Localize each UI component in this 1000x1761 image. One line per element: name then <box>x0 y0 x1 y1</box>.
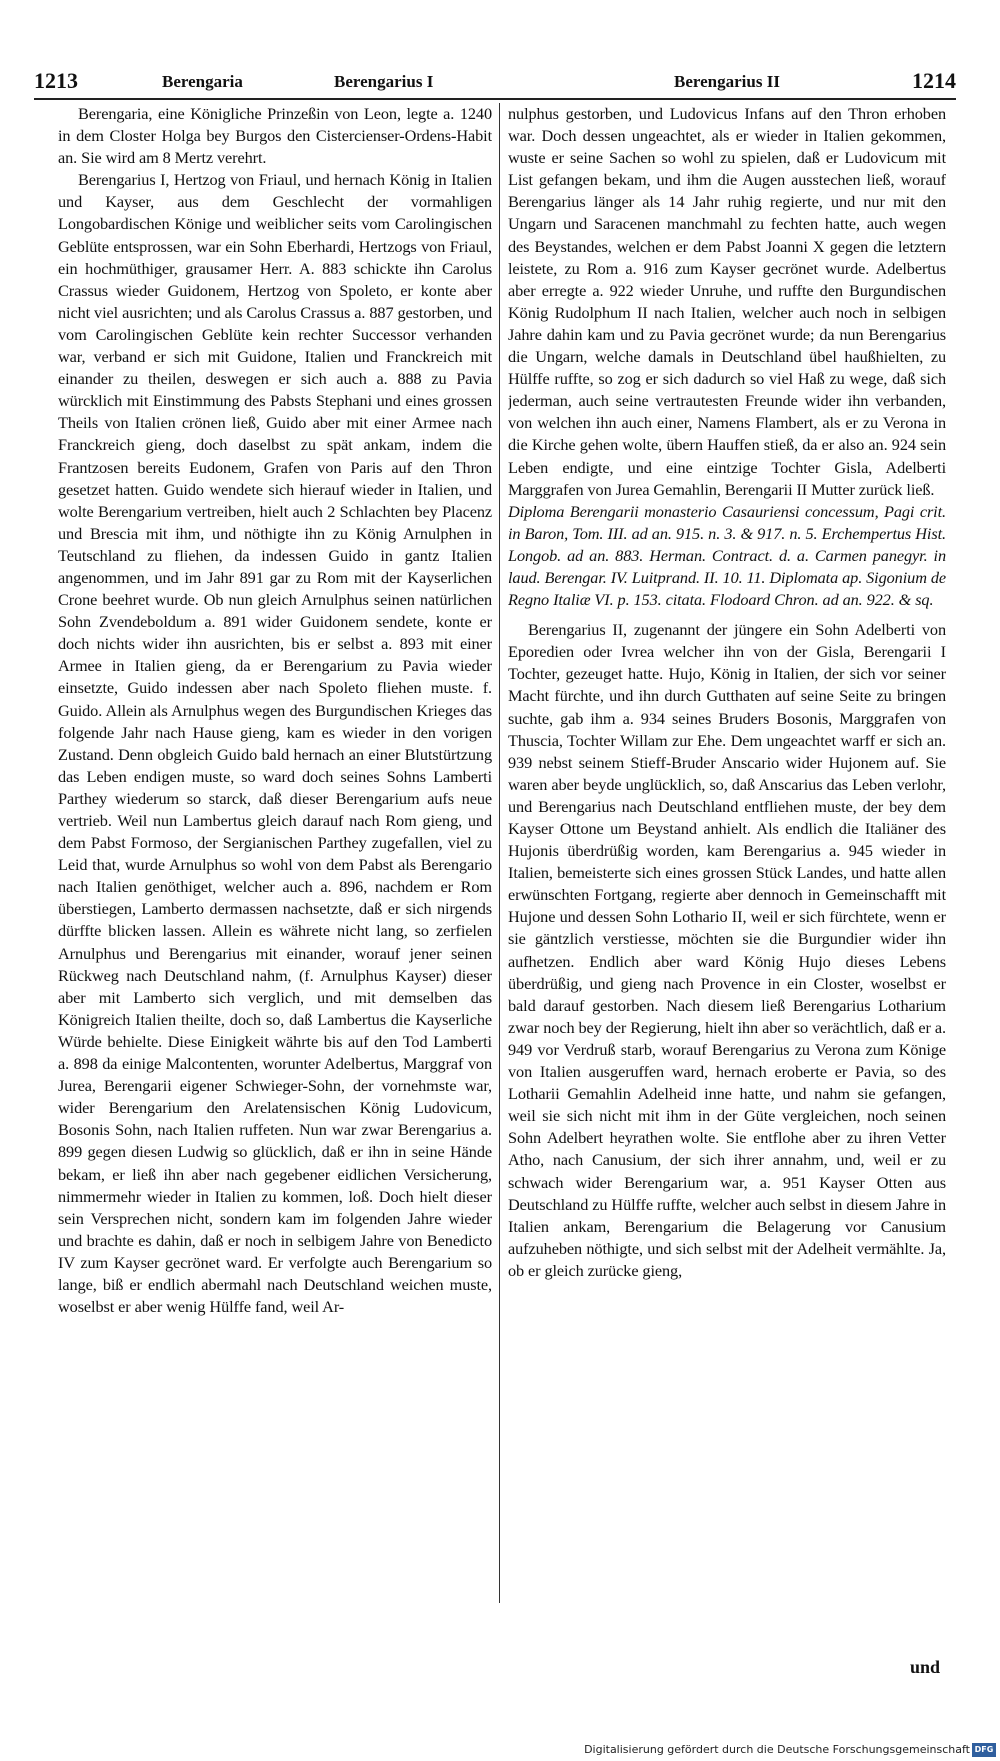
header-rule <box>34 98 956 100</box>
entry-berengarius-i-continued: nulphus gestorben, und Ludovicus Infans auf den Thron erhoben war. Doch dessen ungeachtet, als er wieder in Italien gekommen, wuste er seine Sachen so wohl zu spielen, daß er Ludovicum mit List gefangen bekam, und ihm die Augen ausstechen ließ, worauf Berengarius länger als 14 Jahr ruhig regierte, und nur mit den Ungarn und Saracenen manchmahl zu fechten hatte, auch wegen des Beystandes, welchen er dem Pabst Joanni X gegen die letztern leistete, zu Rom a. 916 zum Kayser gecrönet wurde. Adelbertus aber erregte a. 922 wieder Unruhe, und ruffte den Burgundischen König Rudolphum II nach Italien, welcher auch noch in selbigen Jahre dahin kam und zu Pavia gecrönet wurde; da nun Berengarius die Ungarn, welche damals in Deutschland übel haußhielten, zu Hülffe ruffte, so zog er sich dadurch so viel Haß zu wege, daß sich jederman, auch seine vertrautesten Freunde wider ihn verbanden, von welchen ihn auch einer, Namens Flambert, als er zu Verona in die Kirche gehen wolte, übern Hauffen stieß, da er also an. 924 sein Leben endigte, und eine eintzige Tochter Gisla, Adelberti Marggrafen von Jurea Gemahlin, Berengarii II Mutter zurück ließ. <box>508 104 946 499</box>
page-header <box>34 68 956 98</box>
left-page-number: 1213 <box>34 68 78 93</box>
dfg-logo-icon: DFG <box>972 1743 996 1757</box>
left-running-title-2: Berengarius I <box>334 72 434 91</box>
references: Diploma Berengarii monasterio Casauriensi concessum, Pagi crit. in Baron, Tom. III. ad an. 915. n. 3. & 917. n. 5. Erchempertus Hist. Longob. ad an. 883. Herman. Contract. d. a. Carmen panegyr. in laud. Berengar. IV. Luitprand. II. 10. 11. Diplomata ap. Sigonium de Regno Italiæ VI. p. 153. citata. Flodoard Chron. ad an. 922. & sq. <box>508 501 946 610</box>
catchword: und <box>909 1657 940 1677</box>
entry-berengarius-i: Berengarius I, Hertzog von Friaul, und hernach König in Italien und Kayser, aus dem Geschlecht der vormahligen Longobardischen Könige und weiblicher seits vom Carolingischen Geblüte entsprossen, war ein Sohn Eberhardi, Hertzogs von Friaul, ein hochmüthiger, grausamer Herr. A. 883 schickte ihn Carolus Crassus wieder Guidonem, Hertzog von Spoleto, er konte aber nicht viel ausrichten; und als Carolus Crassus a. 887 gestorben, und vom Carolingischen Geblüte kein rechter Successor verhanden war, verband er sich mit Guidone, Italien und Franckreich mit einander zu theilen, deswegen er sich auch a. 888 zu Pavia würcklich mit Einstimmung des Pabsts Stephani und eines grossen Theils von Italien crönen ließ, Guido aber mit einer Armee nach Franckreich gieng, doch daselbst zu spät ankam, indem die Frantzosen bereits Eudonem, Grafen von Paris auf den Thron gesetzet hatten. Guido wendete sich hierauf wieder in Italien, und wolte Berengarium vertreiben, hielt auch 2 Schlachten bey Placenz und Brescia mit ihm, und nöthigte ihn zu König Arnulphen in Teutschland zu fliehen, da indessen Guido in gantz Italien angenommen, und im Jahr 891 gar zu Rom mit der Kayserlichen Crone beehret wurde. Ob nun gleich Arnulphus seinen natürlichen Sohn Zvendeboldum a. 891 wider Guidonem sendete, konte er doch nichts wider ihn ausrichten, bis er selbst a. 893 mit einer Armee in Italien gieng, da er Berengarium zu Pavia wieder einsetzte, Guido indessen aber nach Spoleto fliehen muste. f. Guido. Allein als Arnulphus wegen des Burgundischen Krieges das folgende Jahr nach Hause gieng, kam es wieder in den vorigen Zustand. Denn obgleich Guido bald hernach an einer Blutstürtzung das Leben endigen muste, so ward doch seines Sohns Lamberti Parthey wiederum so starck, daß dieser Berengarium aufs neue vertrieb. Weil nun Lambertus gleich darauf nach Rom gieng, und dem Pabst Formoso, der Sergianischen Parthey zugefallen, viel zu Leid that, wurde Arnulphus so wohl von dem Pabst als Berengario nach Italien genöthiget, welcher auch a. 896, nachdem er Rom überstiegen, Lamberto dermassen nachsetzte, daß er sich nirgends dürffte blicken lassen. Allein es währete nicht lang, so zerfielen Arnulphus und Berengarius mit einander, worauf jener seinen Rückweg nach Deutschland nahm, (f. Arnulphus Kayser) dieser aber mit Lamberto sich verglich, und mit demselben das Königreich Italien theilte, doch so, daß Lambertus die Kayserliche Würde behielte. Diese Einigkeit währte bis auf den Tod Lamberti a. 898 da einige Malcontenten, worunter Adelbertus, Marggraf von Jurea, Berengarii eigener Schwieger-Sohn, der vornehmste war, wider Berengarium den Arelatensischen König Ludovicum, Bosonis Sohn, nach Italien ruffeten. Nun war zwar Berengarius a. 899 gegen diesen Ludwig so glücklich, daß er ihn in seine Hände bekam, er ließ ihn aber nach gegebener eidlichen Versicherung, nimmermehr wieder in Italien zu kommen, loß. Doch hielt dieser sein Versprechen nicht, sondern kam im folgenden Jahre wieder und brachte es dahin, daß er noch in selbigem Jahre von Benedicto IV zum Kayser gecrönet ward. Er verfolgte auch Berengarium so lange, biß er endlich abermahl nach Deutschland weichen muste, woselbst er aber wenig Hülffe fand, weil Ar- <box>58 170 492 1317</box>
entry-berengaria: Berengaria, eine Königliche Prinzeßin von Leon, legte a. 1240 in dem Closter Holga bey Burgos den Cistercienser-Ordens-Habit an. Sie wird am 8 Mertz verehrt. <box>58 104 492 168</box>
entry-berengarius-ii: Berengarius II, zugenannt der jüngere ein Sohn Adelberti von Eporedien oder Ivrea welcher ihn von der Gisla, Berengarii I Tochter, gezeuget hatte. Hujo, König in Italien, der sich vor seiner Macht fürchte, und ihn durch Gutthaten auf seine Seite zu bringen suchte, gab ihm a. 934 seines Bruders Bosonis, Marggrafen von Thuscia, Tochter Willam zur Ehe. Dem ungeachtet warff er sich an. 939 nebst seinem Stieff-Bruder Anscario wider Hujonem auf. Sie waren aber beyde unglücklich, so, daß Anscarius das Leben verlohr, und Berengarius nach Deutschland entfliehen muste, der bey dem Kayser Ottone um Beystand anhielt. Als endlich die Italiäner des Hujonis überdrüßig worden, kam Berengarius a. 945 wieder in Italien, bemeisterte sich eines grossen Stück Landes, und hatte allen erwünschten Fortgang, regierte aber dennoch in Gemeinschafft mit Hujone und dessen Sohn Lothario II, weil er sich fürchtete, wenn er sie gäntzlich verstiesse, möchten sie die Burgundier wider ihn aufhetzen. Endlich aber ward König Hujo dieses Lebens überdrüßig, und gieng nach Provence in ein Closter, woselbst er bald darauf gestorben. Nach diesem ließ Berengarius Lotharium zwar noch bey der Regierung, hielt ihn aber so verächtlich, daß er a. 949 vor Verdruß starb, worauf Berengarius zu Verona zum Könige von Italien ausgeruffen ward, hernach eroberte er Pavia, so des Lotharii Gemahlin Adelheid inne hatte, und nahm sie gefangen, weil sie sich nicht mit ihm in der Güte vergleichen, noch seinen Sohn Adelbert heyrathen wolte. Sie entflohe aber zu ihren Vetter Atho, nach Canusium, der sich ihrer annahm, und, weil er zu schwach wider Berengarium war, a. 951 Kayser Otten aus Deutschland zu Hülffe ruffte, welcher auch selbst in diesem Jahre in Italien ankam, Berengarium die Belagerung vor Canusium aufzuheben nöthigte, und sich selbst mit der Adelheit vermählte. Ja, ob er gleich zurücke gieng, <box>508 620 946 1280</box>
right-running-title: Berengarius II <box>674 72 780 91</box>
right-column <box>508 103 946 1578</box>
left-running-title-1: Berengaria <box>162 72 243 91</box>
left-column <box>58 103 492 1578</box>
right-page-number: 1214 <box>912 68 956 93</box>
funding-note: Digitalisierung gefördert durch die Deutsche Forschungsgemeinschaft <box>584 1743 970 1756</box>
footer-bar <box>0 1741 1000 1761</box>
column-divider <box>499 103 500 1603</box>
